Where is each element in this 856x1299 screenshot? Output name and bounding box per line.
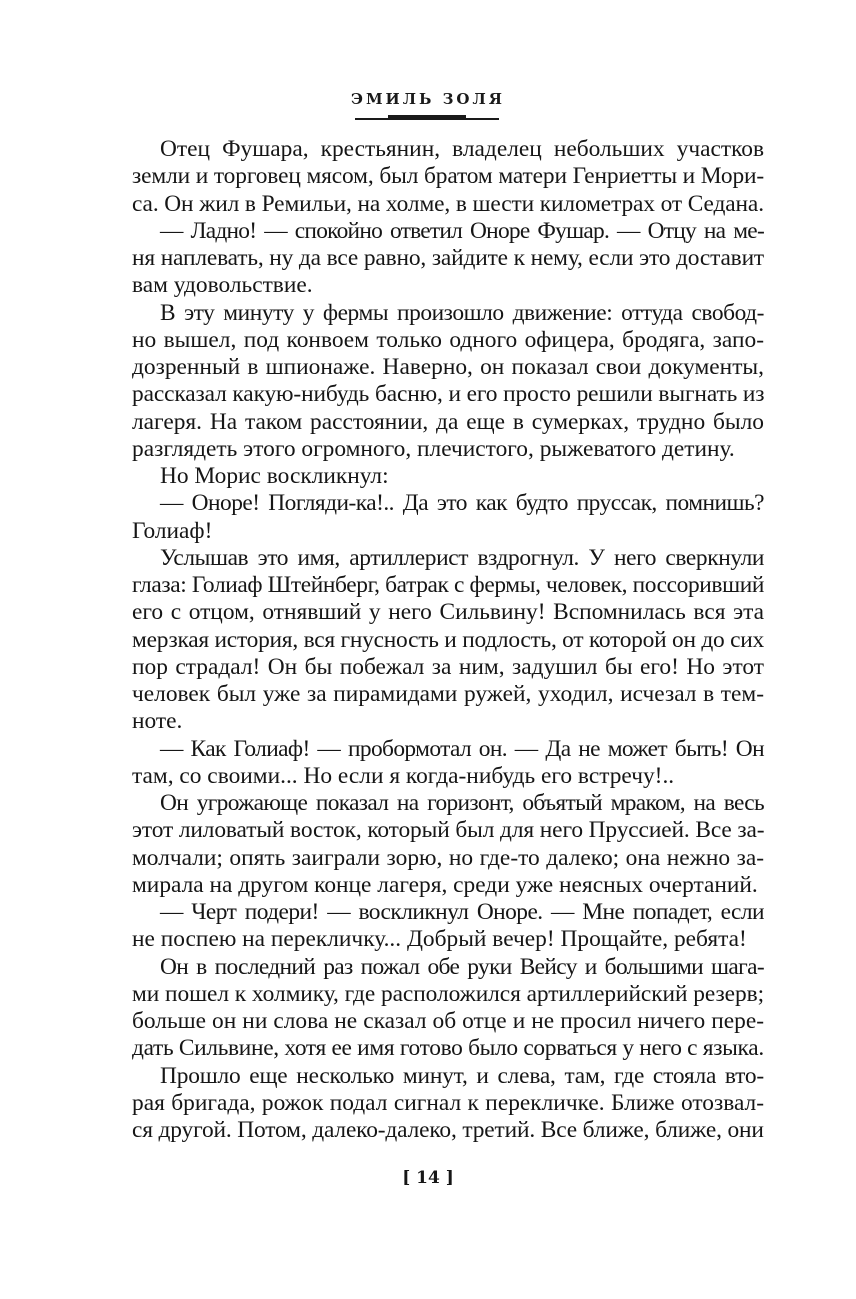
text-line: мерзкая история, вся гнусность и подлость, от которой он до сих bbox=[132, 626, 764, 653]
page-number: [ 14 ] bbox=[402, 1168, 454, 1188]
paragraph bbox=[132, 463, 764, 490]
text-line: са. Он жил в Ремильи, на холме, в шести километрах от Седана. bbox=[132, 190, 764, 217]
text-line: человек был уже за пирамидами ружей, уходил, исчезал в тем- bbox=[132, 681, 764, 707]
text-line: Отец Фушара, крестьянин, владелец небольших участков bbox=[160, 136, 764, 162]
text-line: Услышав это имя, артиллерист вздрогнул. У него сверкнули bbox=[160, 544, 764, 571]
text-line: там, со своими... Но если я когда-нибудь его встречу!.. bbox=[132, 762, 675, 789]
paragraph bbox=[132, 545, 764, 736]
text-line: рассказал какую-нибудь басню, и его просто решили выгнать из bbox=[132, 381, 765, 408]
text-line: больше он ни слова не сказал об отце и не просил ничего пере- bbox=[132, 1008, 764, 1034]
text-line: разглядеть этого огромного, плечистого, рыжеватого детину. bbox=[132, 435, 735, 462]
text-line: лагеря. На таком расстоянии, да еще в сумерках, трудно было bbox=[132, 408, 764, 435]
paragraph bbox=[132, 136, 764, 218]
paragraph bbox=[132, 736, 764, 791]
text-line: его с отцом, отнявший у него Сильвину! Вспомнилась вся эта bbox=[132, 599, 764, 626]
text-line: не поспею на перекличку... Добрый вечер! Прощайте, ребята! bbox=[132, 926, 747, 953]
paragraph bbox=[132, 218, 764, 300]
paragraph bbox=[132, 1063, 764, 1145]
text-line: мирала на другом конце лагеря, среди уже неясных очертаний. bbox=[132, 871, 758, 898]
text-line: вам удовольствие. bbox=[132, 272, 313, 299]
text-line: молчали; опять заиграли зорю, но где-то далеко; она нежно за- bbox=[132, 844, 764, 871]
text-line: ня наплевать, ну да все равно, зайдите к нему, если это доставит bbox=[132, 245, 764, 271]
text-line: ся другой. Потом, далеко-далеко, третий. Все ближе, ближе, они bbox=[132, 1117, 764, 1143]
text-line: Прошло еще несколько минут, и слева, там, где стояла вто- bbox=[160, 1062, 764, 1089]
text-line: — Как Голиаф! — пробормотал он. — Да не может быть! Он bbox=[160, 735, 764, 762]
text-line: Он в последний раз пожал обе руки Вейсу и большими шага- bbox=[160, 953, 764, 980]
text-line: ми пошел к холмику, где расположился артиллерийский резерв; bbox=[132, 980, 764, 1007]
text-line: дозренный в шпионаже. Наверно, он показал свои документы, bbox=[132, 354, 764, 380]
paragraph bbox=[132, 899, 764, 954]
paragraph bbox=[132, 790, 764, 899]
text-line: земли и торговец мясом, был братом матери Генриетты и Мори- bbox=[132, 163, 765, 190]
text-line: рая бригада, рожок подал сигнал к перекличке. Ближе отозвал- bbox=[132, 1089, 764, 1116]
text-line: — Черт подери! — воскликнул Оноре. — Мне попадет, если bbox=[160, 899, 764, 925]
text-line: дать Сильвине, хотя ее имя готово было сорваться у него с языка. bbox=[132, 1035, 764, 1062]
text-line: пор страдал! Он бы побежал за ним, задушил бы его! Но этот bbox=[132, 653, 764, 680]
body-text bbox=[132, 136, 764, 1144]
text-line: но вышел, под конвоем только одного офицера, бродяга, запо- bbox=[132, 326, 764, 353]
header-rule-accent bbox=[388, 115, 466, 120]
running-head bbox=[0, 88, 856, 110]
paragraph bbox=[132, 490, 764, 545]
text-line: этот лиловатый восток, который был для него Пруссией. Все за- bbox=[132, 817, 765, 844]
paragraph bbox=[132, 954, 764, 1063]
author-name: ЭМИЛЬ ЗОЛЯ bbox=[351, 90, 505, 108]
paragraph bbox=[132, 300, 764, 464]
text-line: Он угрожающе показал на горизонт, объятый мраком, на весь bbox=[160, 790, 764, 816]
text-line: Голиаф! bbox=[132, 517, 213, 544]
text-line: глаза: Голиаф Штейнберг, батрак с фермы, человек, поссоривший bbox=[132, 572, 764, 598]
text-line: — Оноре! Погляди-ка!.. Да это как будто пруссак, помнишь? bbox=[160, 490, 764, 517]
text-line: — Ладно! — спокойно ответил Оноре Фушар. — Отцу на ме- bbox=[160, 217, 764, 244]
text-line: ноте. bbox=[132, 708, 183, 735]
text-line: В эту минуту у фермы произошло движение: оттуда свобод- bbox=[160, 299, 764, 326]
text-line: Но Морис воскликнул: bbox=[160, 463, 389, 489]
